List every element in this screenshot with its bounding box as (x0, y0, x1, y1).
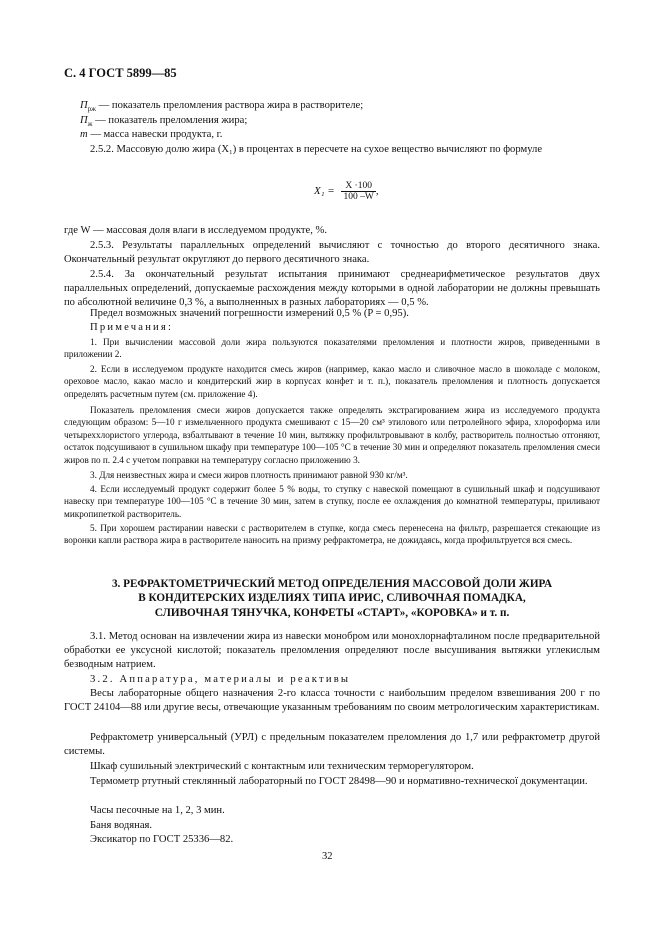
paragraph-exsiccator: Эксикатор по ГОСТ 25336—82. (90, 834, 234, 845)
paragraph-refractometer: Рефрактометр универсальный (УРЛ) с предельным показателем преломления до 1,7 или рефрактометр другой системы. (64, 732, 600, 758)
note-2b: Показатель преломления смеси жиров допускается также определять экстрагированием жира из исследуемого продукта следующим образом: 5—10 г измельченного продукта смешивают с 15—20 см³ этилового или петролейного эфира, хлороформа или четыреххлористого углерода, взбалтывают в течение 10 мин, вытяжку профильтровывают в колбу, растворитель полностью отгоняют, остаток подсушивают в сушильном шкафу при температуре 100—105 °С в течение 30 мин и определяют показатель преломления смеси жиров по п. 2.4 с учетом поправки на температуру согласно приложению 3. (64, 405, 600, 465)
note-2: 2. Если в исследуемом продукте находится смесь жиров (например, какао масло и сливочное масло в шоколаде с молоком, ореховое масло, какао масло и кондитерский жир в корпусах конфет и т. п.), показатель преломления и плотность допускается определять расчетным путем (см. приложение 4). (64, 364, 600, 399)
paragraph-limit: Предел возможных значений погрешности измерений 0,5 % (P = 0,95). (90, 308, 409, 319)
paragraph-thermometer: Термометр ртутный стеклянный лабораторный по ГОСТ 28498—90 и нормативно-техническої документации. (90, 776, 588, 787)
definition-text: — показатель преломления раствора жира в растворителе; (98, 100, 364, 111)
formula-lhs: X₁ = (314, 185, 335, 198)
paragraph-oven: Шкаф сушильный электрический с контактным или техническим терморегулятором. (90, 761, 474, 772)
definition-symbol: П (80, 100, 88, 111)
paragraph-2-5-2: 2.5.2. Массовую долю жира (X₁) в процентах в пересчете на сухое вещество вычисляют по формуле (90, 144, 543, 155)
formula-tail: , (375, 185, 379, 198)
formula-fraction (341, 181, 375, 202)
definition-subscript: рж (87, 105, 96, 114)
definition-symbol: m (80, 129, 88, 140)
paragraph-where: где W — массовая доля влаги в исследуемом продукте, %. (64, 225, 327, 236)
note-4: 4. Если исследуемый продукт содержит более 5 % воды, то ступку с навеской помещают в сушильный шкаф и подсушивают навеску при температуре 100—105 °С в течение 30 мин, затем в ступку, после ее охлаждения до комнатной температуры, приливают микропипеткой растворитель. (64, 484, 600, 519)
section-title-line: СЛИВОЧНАЯ ТЯНУЧКА, КОНФЕТЫ «СТАРТ», «КОРОВКА» и т. п. (154, 606, 510, 619)
section-title-line: 3. РЕФРАКТОМЕТРИЧЕСКИЙ МЕТОД ОПРЕДЕЛЕНИЯ МАССОВОЙ ДОЛИ ЖИРА (111, 578, 553, 590)
page-number: 32 (322, 851, 333, 862)
section-title-line: В КОНДИТЕРСКИХ ИЗДЕЛИЯХ ТИПА ИРИС, СЛИВОЧНАЯ ПОМАДКА, (138, 592, 526, 605)
formula-denominator: 100 –W (343, 192, 374, 202)
note-5: 5. При хорошем растирании навески с растворителем в ступке, когда смесь перенесена на фильтр, разрешается стекающие из воронки капли раствора жира в растворителе наносить на призму рефрактометра, не дожидаясь, когда профильтруется вся смесь. (64, 523, 600, 546)
paragraph-2-5-3: 2.5.3. Результаты параллельных определений вычисляют с точностью до второго десятичного знака. Окончательный результат округляют до первого десятичного знака. (64, 240, 600, 266)
formula-numerator: X ·100 (341, 181, 375, 192)
definition-subscript: ж (87, 120, 93, 129)
paragraph-2-5-4: 2.5.4. За окончательный результат испытания принимают среднеарифметическое результатов двух параллельных определений, допускаемые расхождения между которыми в одной лаборатории не должны превышать по абсолютной величине 0,3 %, а выполненных в разных лабораториях — 0,5 %. (64, 269, 600, 309)
formula (314, 181, 379, 202)
definition-text: — масса навески продукта, г. (90, 129, 223, 140)
paragraph-3-1: 3.1. Метод основан на извлечении жира из навески монобром или монохлорнафталином после предварительной обработки ее уксусной кислотой; показатель преломления определяют после высушивания вытяжки углекислым безводным натрием. (64, 631, 600, 671)
paragraph-clock: Часы песочные на 1, 2, 3 мин. (90, 805, 225, 816)
definition-text: — показатель преломления жира; (95, 115, 248, 126)
definition-symbol: П (80, 115, 88, 126)
paragraph-3-2: 3.2. Аппаратура, материалы и реактивы (90, 674, 351, 685)
section-3-title (64, 577, 600, 620)
paragraph-bath: Баня водяная. (90, 820, 153, 831)
notes-title: Примечания: (90, 322, 174, 333)
page-header: С. 4 ГОСТ 5899—85 (64, 66, 177, 80)
note-1: 1. При вычислении массовой доли жира пользуются показателями преломления и плотности жиров, приведенными в приложении 2. (64, 337, 600, 360)
paragraph-scales: Весы лабораторные общего назначения 2-го класса точности с наибольшим пределом взвешивания 200 г по ГОСТ 24104—88 или другие весы, отвечающие указанным требованиям по своим метрологическим характеристикам. (64, 688, 600, 714)
definition-row (80, 128, 222, 144)
note-3: 3. Для неизвестных жира и смеси жиров плотность принимают равной 930 кг/м³. (90, 470, 408, 480)
